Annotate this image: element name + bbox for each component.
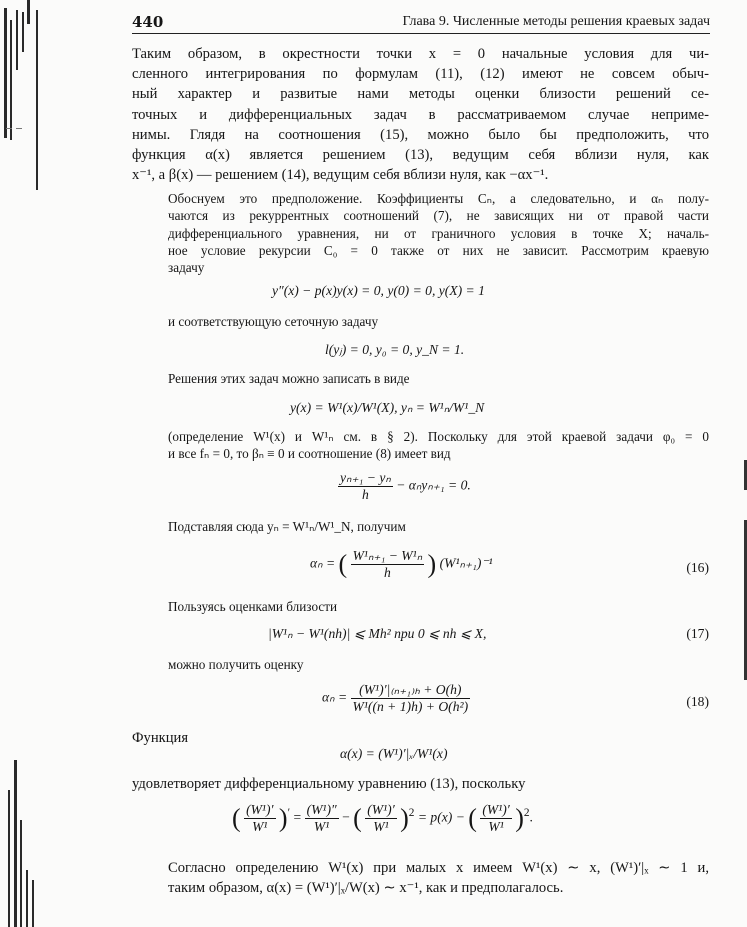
fraction-numerator: (W¹)′|₍ₙ₊₁₎ₕ + O(h) (359, 682, 462, 697)
text-line: сленного интегрирования по формулам (11), (12) имеют не совсем обыч- (132, 66, 709, 83)
small-text-estimates (168, 598, 709, 615)
fraction-numerator: W¹ₙ₊₁ − W¹ₙ (352, 548, 423, 563)
small-text-mesh (168, 313, 709, 330)
text-line: Обоснуем это предположение. Коэффициенты Cₙ, а следовательно, и αₙ полу- (168, 191, 709, 206)
text-line: и все fₙ = 0, то βₙ ≡ 0 и соотношение (8) имеет вид (168, 446, 451, 462)
fraction (480, 802, 511, 835)
equation-17: |W¹ₙ − W¹(nh)| ⩽ Mh² при 0 ⩽ nh ⩽ X, (268, 626, 487, 641)
paren-open: ( (232, 803, 241, 833)
fraction (338, 470, 393, 503)
fraction (365, 802, 396, 835)
equation-lhs: αₙ = (322, 689, 348, 705)
fraction-denominator: W¹((n + 1)h) + O(h²) (352, 699, 469, 714)
page-number: 440 (132, 13, 164, 31)
equation-18 (322, 682, 470, 715)
equation-alpha: α(x) = (W¹)′|ₓ/W¹(x) (340, 746, 448, 761)
fraction (351, 682, 471, 715)
prime-mark: ′ (287, 807, 291, 820)
fraction-denominator: W¹ (305, 818, 339, 835)
text-line: (определение W¹(x) и W¹ₙ см. в § 2). Поскольку для этой краевой задачи φ₀ = 0 (168, 429, 709, 444)
small-text-substituting (168, 518, 709, 535)
small-text-obtain (168, 656, 709, 673)
text-line: ное условие рекурсии C₀ = 0 также от них не зависит. Рассмотрим краевую (168, 242, 709, 258)
fraction (305, 802, 339, 835)
fraction (244, 802, 275, 835)
equation-lhs: αₙ = (310, 555, 336, 571)
fraction-denominator: W¹ (365, 818, 396, 835)
fraction-denominator: W¹ (480, 818, 511, 835)
minus-sign: − (342, 809, 350, 825)
fraction-numerator: (W¹)″ (306, 802, 337, 817)
paren-close: ) (427, 549, 437, 579)
text-line: можно получить оценку (168, 657, 304, 672)
paren-close: ) (400, 803, 409, 833)
text-line: Пользуясь оценками близости (168, 599, 338, 614)
fraction-denominator: W¹ (244, 818, 275, 835)
page-header (132, 13, 710, 33)
text-line: задачу (168, 260, 205, 276)
text-line: и соответствующую сеточную задачу (168, 314, 379, 329)
text-line: дифференциального уравнения, ни от граничного условия в точке X; началь- (168, 225, 709, 241)
equation-boundary-value-problem: y″(x) − p(x)y(x) = 0, y(0) = 0, y(X) = 1 (272, 283, 485, 298)
text-line: точных и дифференциальных задач в рассматриваемом случае неприме- (132, 106, 709, 123)
equation-solutions: y(x) = W¹(x)/W¹(X), yₙ = W¹ₙ/W¹_N (290, 400, 485, 415)
text-line: нимы. Глядя на соотношения (15), можно было бы предположить, что (132, 126, 709, 143)
scan-left-edge (0, 0, 40, 927)
intro-paragraph (132, 44, 709, 185)
equals-sign: = (293, 809, 302, 825)
running-title: Глава 9. Численные методы решения краевых задач (402, 14, 710, 29)
fraction-numerator: (W¹)′ (367, 802, 395, 817)
text-line: чаются из рекуррентных соотношений (7), не зависящих ни от правой части (168, 208, 709, 224)
text-line: Согласно определению W¹(x) при малых x имеем W¹(x) ∼ x, (W¹)′|ₓ ∼ 1 и, (168, 860, 709, 876)
equation-rest: − αₙyₙ₊₁ = 0. (396, 477, 471, 493)
text-line: ный характер и развитые нами методы оценки близости решений се- (132, 86, 709, 103)
period: . (529, 809, 533, 825)
square-mark: 2 (523, 807, 530, 820)
scan-right-edge (743, 0, 747, 927)
header-rule (132, 33, 710, 34)
equation-middle: = p(x) − (417, 809, 465, 825)
equation-mesh-problem: l(yⱼ) = 0, y₀ = 0, y_N = 1. (325, 342, 465, 357)
square-mark: 2 (408, 807, 415, 820)
paren-close: ) (278, 803, 288, 833)
fraction-denominator: h (338, 486, 393, 503)
equation-derivative-identity (232, 802, 533, 835)
small-paragraph-definition (168, 428, 709, 463)
fraction-numerator: yₙ₊₁ − yₙ (340, 470, 391, 485)
text-line: удовлетворяет дифференциальному уравнению (13), поскольку (132, 776, 526, 792)
paren-open: ( (338, 549, 348, 579)
equation-number-16: (16) (686, 560, 709, 575)
text-line: функция α(x) является решением (13), ведущим себя вблизи нуля, как (132, 147, 709, 164)
fraction (351, 548, 425, 581)
final-paragraph (168, 858, 709, 898)
text-line: таким образом, α(x) = (W¹)′|ₓ/W(x) ∼ x⁻¹, как и предполагалось. (168, 880, 564, 897)
fraction-numerator: (W¹)′ (246, 802, 274, 817)
fraction-numerator: (W¹)′ (482, 802, 510, 817)
equation-number-17: (17) (686, 626, 709, 641)
text-line: Подставляя сюда yₙ = W¹ₙ/W¹_N, получим (168, 519, 406, 534)
text-line: Функция (132, 730, 189, 746)
equation-factor: (W¹ₙ₊₁)⁻¹ (439, 555, 493, 571)
small-paragraph-justification (168, 190, 709, 276)
equation-relation-8 (338, 470, 471, 503)
small-text-solutions (168, 370, 709, 387)
paren-close: ) (515, 803, 524, 833)
equation-number-18: (18) (686, 694, 709, 709)
paren-open: ( (353, 803, 362, 833)
text-line: x⁻¹, а β(x) — решением (14), ведущим себя вблизи нуля, как −αx⁻¹. (132, 167, 549, 184)
fraction-denominator: h (351, 564, 425, 581)
equation-16 (310, 548, 493, 581)
text-line: Решения этих задач можно записать в виде (168, 371, 410, 386)
main-text-satisfies (132, 774, 592, 794)
text-line: Таким образом, в окрестности точки x = 0 начальные условия для чи- (132, 46, 709, 62)
paren-open: ( (468, 803, 477, 833)
